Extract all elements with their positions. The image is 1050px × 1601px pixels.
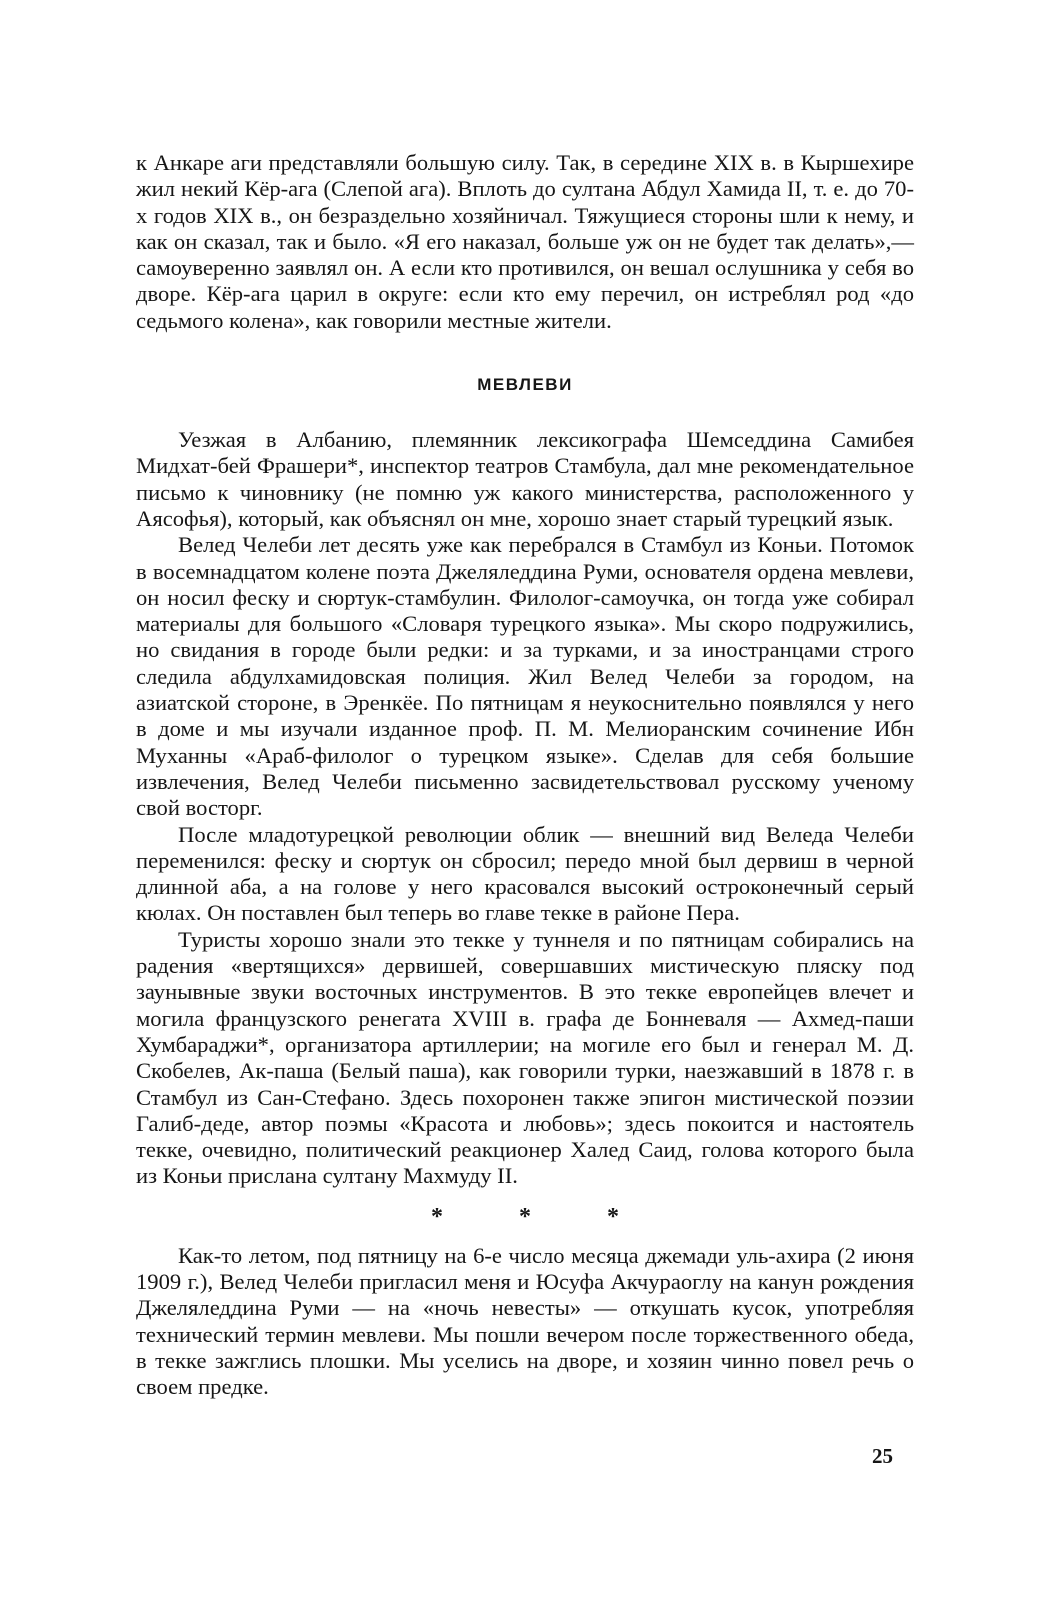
opening-paragraph: к Анкаре аги представляли большую силу. Так, в середине XIX в. в Кыршехире жил некий Кёр-ага (Слепой ага). Вплоть до султана Абдул Хамида II, т. е. до 70-х годов XIX в., он безраздельно хозяйничал. Тяжущиеся стороны шли к нему, и как он сказал, так и было. «Я его наказал, больше уж он не будет так делать»,— самоуверенно заявлял он. А если кто противился, он вешал ослушника у себя во дворе. Кёр-ага царил в округе: если кто ему перечил, он истреблял род «до седьмого колена», как говорили местные жители. xyxy=(136,150,914,333)
section-title: МЕВЛЕВИ xyxy=(477,375,573,395)
paragraph-2: Велед Челеби лет десять уже как перебрался в Стамбул из Коньи. Потомок в восемнадцатом колене поэта Джеляледдина Руми, основателя ордена мевлеви, он носил феску и сюртук-стамбулин. Филолог-самоучка, он тогда уже собирал материалы для большого «Словаря турецкого языка». Мы скоро подружились, но свидания в городе были редки: и за турками, и за иностранцами строго следила абдулхамидовская полиция. Жил Велед Челеби за городом, на азиатской стороне, в Эренкёе. По пятницам я неукоснительно появлялся у него в доме и мы изучали изданное проф. П. М. Мелиоранским сочинение Ибн Муханны «Араб-филолог о турецком языке». Сделав для себя большие извлечения, Велед Челеби письменно засвидетельствовал русскому ученому свой восторг. xyxy=(136,532,914,821)
separator-star: * xyxy=(431,1203,443,1230)
section-separator xyxy=(136,1202,914,1232)
separator-star: * xyxy=(607,1203,619,1230)
paragraph-4: Туристы хорошо знали это текке у туннеля и по пятницам собирались на радения «вертящихся» дервишей, совершавших мистическую пляску под заунывные звуки восточных инструментов. В это текке европейцев влечет и могила французского ренегата XVIII в. графа де Бонневаля — Ахмед-паши Хумбараджи*, организатора артиллерии; на могиле его был и генерал М. Д. Скобелев, Ак-паша (Белый паша), как говорили турки, наезжавший в 1878 г. в Стамбул из Сан-Стефано. Здесь похоронен также эпигон мистической поэзии Галиб-деде, автор поэмы «Красота и любовь»; здесь покоится и настоятель текке, очевидно, политический реакционер Халед Саид, голова которого была из Коньи прислана султану Махмуду II. xyxy=(136,926,914,1189)
paragraph-3: После младотурецкой революции облик — внешний вид Веледа Челеби переменился: феску и сюртук он сбросил; передо мной был дервиш в черной длинной аба, а на голове у него красовался высокий остроконечный серый кюлах. Он поставлен был теперь во главе текке в районе Пера. xyxy=(136,821,914,926)
paragraph-1: Уезжая в Албанию, племянник лексикографа Шемседдина Самибея Мидхат-бей Фрашери*, инспектор театров Стамбула, дал мне рекомендательное письмо к чиновнику (не помню уж какого министерства, расположенного у Аясофья), который, как объяснял он мне, хорошо знает старый турецкий язык. xyxy=(136,427,914,531)
closing-paragraph: Как-то летом, под пятницу на 6-е число месяца джемади уль-ахира (2 июня 1909 г.), Велед Челеби пригласил меня и Юсуфа Акчураоглу на канун рождения Джеляледдина Руми — на «ночь невесты» — откушать кусок, употребляя технический термин мевлеви. Мы пошли вечером после торжественного обеда, в текке зажглись плошки. Мы уселись на дворе, и хозяин чинно повел речь о своем предке. xyxy=(136,1242,914,1400)
page-number: 25 xyxy=(872,1444,893,1468)
separator-star: * xyxy=(519,1203,531,1230)
page-body xyxy=(136,150,914,1400)
